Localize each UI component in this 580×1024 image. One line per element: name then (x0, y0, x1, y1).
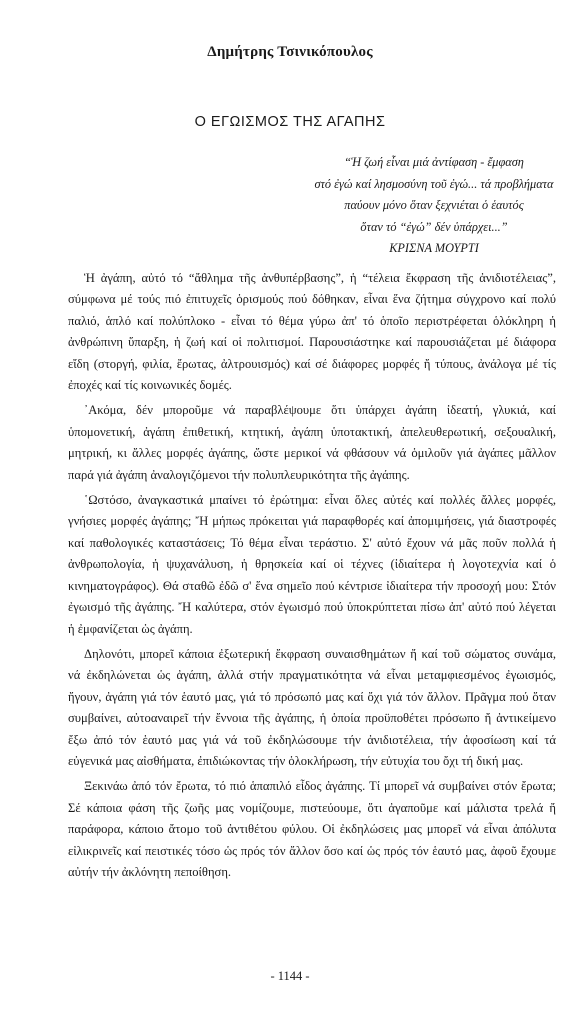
epigraph-attribution: ΚΡΙΣΝΑ ΜΟΥΡΤΙ (389, 241, 479, 255)
body-paragraph: Ξεκινάω ἀπό τόν ἔρωτα, τό πιό ἁπαπιλό εἶδος ἀγάπης. Τί μπορεῖ νά συμβαίνει στόν ἔρωτα; Σέ κάποια φάση τῆς ζωῆς μας νομίζουμε, πιστεύουμε, ὅτι ἀγαποῦμε καί μάλιστα τρελά ἤ παράφορα, κάποιο ἄτομο τοῦ ἀντιθέτου φύλου. Οἱ ἐκδηλώσεις μας μπορεῖ νά εἶναι ἀπόλυτα εἰλικρινεῖς καί πειστικές τόσο ὡς πρός τόν ἄλλον ὅσο καί ὡς πρός τόν ἑαυτό μας, ἀφοῦ ἔχουμε αὐτήν τήν ἀκλόνητη πεποίθηση. (68, 779, 556, 879)
epigraph-line: ὅταν τό “ἐγώ” δέν ὑπάρχει...” (360, 219, 508, 234)
author-name: Δημήτρης Τσινικόπουλος (207, 44, 373, 60)
epigraph (300, 152, 568, 260)
body-paragraph: ᾿Ακόμα, δέν μποροῦμε νά παραβλέψουμε ὅτι ὑπάρχει ἀγάπη ἰδεατή, γλυκιά, καί ὑπομονετική, ἀγάπη ἐπιθετική, κτητική, ἀγάπη ὑποτακτική, ἀπελευθερωτική, σεξουαλική, μητρική, κι ἄλλες μορφές ἀγάπης, ὥστε μερικοί νά φθάσουν νά ὁμιλοῦν γιά ἀγάπες μᾶλλον παρά γιά ἀγάπη ἀναλογιζόμενοι τήν πολυπλευρικότητα τῆς ἀγάπης. (68, 403, 556, 482)
epigraph-line: παύουν μόνο ὅταν ξεχνιέται ὁ ἑαυτός (344, 198, 524, 212)
body-paragraph: ῾Ωστόσο, ἀναγκαστικά μπαίνει τό ἐρώτημα: εἶναι ὅλες αὐτές καί πολλές ἄλλες μορφές, γνήσιες μορφές ἀγάπης; Ἤ μήπως πρόκειται γιά παραφθορές καί ἀπομιμήσεις, γιά διαστροφές καί παθολογικές καταστάσεις; Τό θέμα εἶναι τεράστιο. Σ' αὐτό ἔχουν νά μᾶς ποῦν πολλά ἡ ἀνθρωπολογία, ἡ ψυχανάλυση, ἡ θρησκεία καί οἱ τέχνες (ἰδιαίτερα ἡ λογοτεχνία καί ὁ κινηματογράφος). Θά σταθῶ ἐδῶ σ' ἕνα σημεῖο πού κέντρισε ἰδιαίτερα τήν προσοχή μου: Στόν ἐγωισμό τῆς ἀγάπης. Ἤ καλύτερα, στόν ἐγωισμό πού ὑποκρύπτεται πίσω ἀπ' αὐτό πού λέγεται ἡ ἐμφανίζεται ὡς ἀγάπη. (68, 493, 556, 636)
page-number: - 1144 - (270, 969, 310, 983)
body-paragraph: Δηλονότι, μπορεῖ κάποια ἐξωτερική ἔκφραση συναισθημάτων ἤ καί τοῦ σώματος συνάμα, νά ἐκδηλώνεται ὡς ἀγάπη, ἀλλά στήν πραγματικότητα νά εἶναι μεταμφιεσμένος ἐγωισμός, ἤγουν, ἀγάπη γιά τόν ἑαυτό μας, γιά τό πρόσωπό μας καί ὄχι γιά τόν ἄλλον. Πρᾶγμα πού ὅταν συμβαίνει, αὐτοαναιρεῖ τήν ἔννοια τῆς ἀγάπης, ἡ ὁποία προϋποθέτει πρόσωπο ἤ ἀντικείμενο ἔξω ἀπό τόν ἑαυτό μας γιά νά τοῦ ἐκδηλώσουμε τήν ἀνιδιοτέλεια, τήν ἀφοσίωση καί τά εὐγενικά μας αἰσθήματα, ἐπιδιώκοντας τήν ὁλοκλήρωση, τήν εὐτυχία του ὄχι τή δική μας. (68, 646, 556, 768)
article-title: Ο ΕΓΩΙΣΜΟΣ ΤΗΣ ΑΓΑΠΗΣ (194, 114, 386, 130)
epigraph-line: στό ἐγώ καί λησμοσύνη τοῦ ἐγώ... τά προβλήματα (314, 176, 554, 191)
epigraph-line: “Ἡ ζωή εἶναι μιά ἀντίφαση - ἔμφαση (344, 155, 524, 169)
article-body (68, 268, 556, 887)
body-paragraph: Ἡ ἀγάπη, αὐτό τό “ἄθλημα τῆς ἀνθυπέρβασης”, ἡ “τέλεια ἔκφραση τῆς ἀνιδιοτέλειας”, σύμφωνα μέ τούς πιό ἐπιτυχεῖς ὁρισμούς πού δόθηκαν, εἶναι ἕνα ζήτημα σύγχρονο καί πολύ παλιό, ἁπλό καί πολύπλοκο - εἶναι τό θέμα γύρω ἀπ' τό ὁποῖο περιστρέφεται ὁλόκληρη ἡ ἀνθρώπινη ὕπαρξη, ἡ ζωή καί οἱ πολιτισμοί. Παρουσιάστηκε καί παρουσιάζεται μέ διάφορα εἴδη (στοργή, φιλία, ἔρωτας, ἀλτρουισμός) καί σέ διάφορες μορφές ἤ τύπους, ἀνάλογα μέ τίς ἐποχές καί τίς κοινωνικές δομές. (68, 271, 556, 393)
